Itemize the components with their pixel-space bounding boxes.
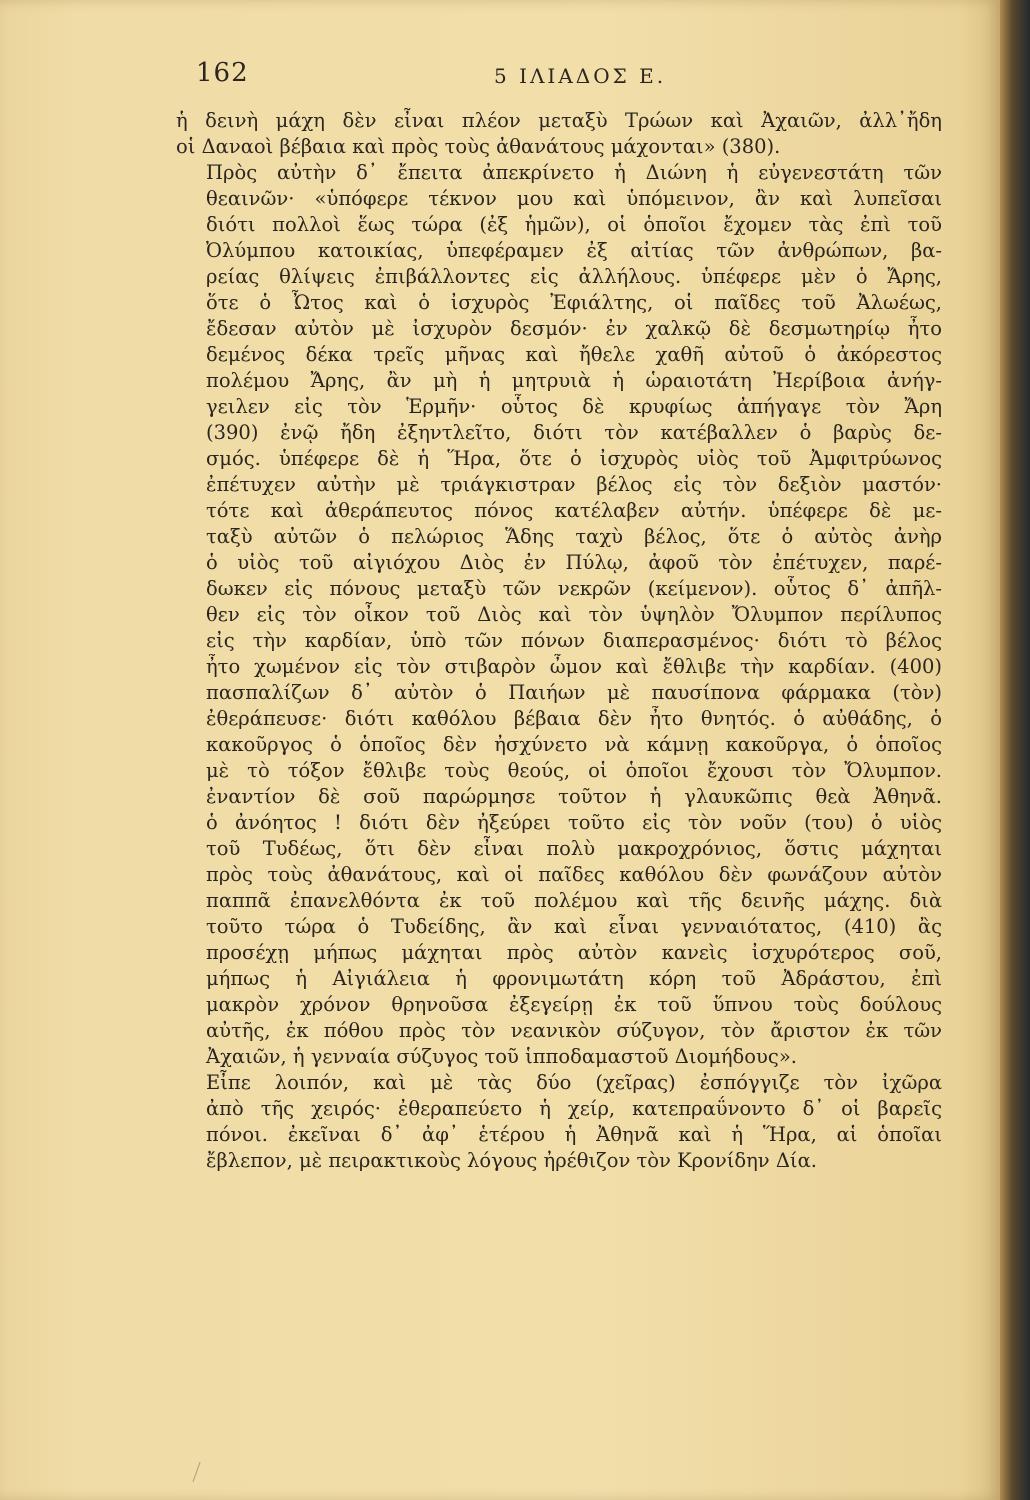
page-number: 162 <box>196 58 249 88</box>
text-line: πρὸς τοὺς ἀθανάτους, καὶ οἱ παῖδες καθόλου δὲν φωνάζουν αὐτὸν <box>206 863 942 886</box>
text-line: δεμένος δέκα τρεῖς μῆνας καὶ ἤθελε χαθῆ αὐτοῦ ὁ ἀκόρεστος <box>206 343 942 366</box>
paragraph <box>176 1070 942 1174</box>
text-line: ἀπὸ τῆς χειρός· ἐθεραπεύετο ἡ χείρ, κατεπραΰνοντο δ᾽ οἱ βαρεῖς <box>206 1097 942 1120</box>
text-line: μακρὸν χρόνον θρηνοῦσα ἐξεγείρῃ ἐκ τοῦ ὕπνου τοὺς δούλους <box>206 993 942 1016</box>
text-line: ὁ ἀνόητος ! διότι δὲν ἠξεύρει τοῦτο εἰς τὸν νοῦν (του) ὁ υἱὸς <box>206 811 942 834</box>
text-line: αὐτῆς, ἐκ πόθου πρὸς τὸν νεανικὸν σύζυγον, τὸν ἄριστον ἐκ τῶν <box>206 1019 942 1042</box>
text-line: τοῦτο τώρα ὁ Τυδείδης, ἂν καὶ εἶναι γενναιότατος, (410) ἂς <box>206 915 942 938</box>
text-line: τότε καὶ ἀθεράπευτος πόνος κατέλαβεν αὐτήν. ὑπέφερε δὲ με- <box>206 499 942 522</box>
body-text <box>176 108 942 1174</box>
text-line: παππᾶ ἐπανελθόντα ἐκ τοῦ πολέμου καὶ τῆς δεινῆς μάχης. διὰ <box>206 889 942 912</box>
text-line: ἔβλεπον, μὲ πειρακτικοὺς λόγους ἠρέθιζον τὸν Κρονίδην Δία. <box>206 1149 817 1172</box>
text-line: ρείας θλίψεις ἐπιβάλλοντες εἰς ἀλλήλους. ὑπέφερε μὲν ὁ Ἄρης, <box>206 265 942 288</box>
text-line: τοῦ Τυδέως, ὅτι δὲν εἶναι πολὺ μακροχρόνιος, ὅστις μάχηται <box>206 837 942 860</box>
text-line: ἦτο χωμένον εἰς τὸν στιβαρὸν ὦμον καὶ ἔθλιβε τὴν καρδίαν. (400) <box>206 655 942 678</box>
text-line: προσέχῃ μήπως μάχηται πρὸς αὐτὸν κανεὶς ἰσχυρότερος σοῦ, <box>206 941 942 964</box>
text-line: ἐπέτυχεν αὐτὴν μὲ τριάγκιστραν βέλος εἰς τὸν δεξιὸν μαστόν· <box>206 473 942 496</box>
text-line: Ὀλύμπου κατοικίας, ὑπεφέραμεν ἐξ αἰτίας τῶν ἀνθρώπων, βα- <box>206 239 942 262</box>
text-line: διότι πολλοὶ ἕως τώρα (ἐξ ἡμῶν), οἱ ὁποῖοι ἔχομεν τὰς ἐπὶ τοῦ <box>206 213 942 236</box>
text-line: ταξὺ αὐτῶν ὁ πελώριος Ἅδης ταχὺ βέλος, ὅτε ὁ αὐτὸς ἀνὴρ <box>206 525 942 548</box>
text-line: ὅτε ὁ Ὦτος καὶ ὁ ἰσχυρὸς Ἐφιάλτης, οἱ παῖδες τοῦ Ἀλωέως, <box>206 291 942 314</box>
text-line: οἱ Δαναοὶ βέβαια καὶ πρὸς τοὺς ἀθανάτους μάχονται» (380). <box>176 135 781 158</box>
running-head: 5 ΙΛΙΑΔΟΣ Ε. <box>494 64 667 88</box>
text-line: θεν εἰς τὸν οἶκον τοῦ Διὸς καὶ τὸν ὑψηλὸν Ὄλυμπον περίλυπος <box>206 603 942 626</box>
book-spine <box>1000 0 1030 1500</box>
text-line: Ἀχαιῶν, ἡ γενναία σύζυγος τοῦ ἱπποδαμαστοῦ Διομήδους». <box>206 1045 797 1068</box>
text-line: μήπως ἡ Αἰγιάλεια ἡ φρονιμωτάτη κόρη τοῦ Ἀδράστου, ἐπὶ <box>206 967 942 990</box>
text-line: ὁ υἱὸς τοῦ αἰγιόχου Διὸς ἐν Πύλῳ, ἀφοῦ τὸν ἐπέτυχεν, παρέ- <box>206 551 942 574</box>
text-line: ἔδεσαν αὐτὸν μὲ ἰσχυρὸν δεσμόν· ἐν χαλκῷ δὲ δεσμωτηρίῳ ἦτο <box>206 317 942 340</box>
text-line: Πρὸς αὐτὴν δ᾽ ἔπειτα ἀπεκρίνετο ἡ Διώνη ἡ εὐγενεστάτη τῶν <box>206 161 942 184</box>
text-line: γειλεν εἰς τὸν Ἑρμῆν· οὗτος δὲ κρυφίως ἀπήγαγε τὸν Ἄρη <box>206 395 942 418</box>
text-line: δωκεν εἰς πόνους μεταξὺ τῶν νεκρῶν (κείμενον). οὗτος δ᾽ ἀπῆλ- <box>206 577 942 600</box>
text-line: ἡ δεινὴ μάχη δὲν εἶναι πλέον μεταξὺ Τρώων καὶ Ἀχαιῶν, ἀλλ᾽ἤδη <box>176 109 942 132</box>
paragraph <box>176 108 942 160</box>
text-line: κακοῦργος ὁ ὁποῖος δὲν ἠσχύνετο νὰ κάμνῃ κακοῦργα, ὁ ὁποῖος <box>206 733 942 756</box>
text-line: πόνοι. ἐκεῖναι δ᾽ ἀφ᾽ ἑτέρου ἡ Ἀθηνᾶ καὶ ἡ Ἥρα, αἱ ὁποῖαι <box>206 1123 942 1146</box>
page-header <box>196 58 936 98</box>
text-line: (390) ἐνῷ ἤδη ἐξηντλεῖτο, διότι τὸν κατέβαλλεν ὁ βαρὺς δε- <box>206 421 942 444</box>
paragraph <box>176 160 942 1070</box>
text-line: ἐθεράπευσε· διότι καθόλου βέβαια δὲν ἦτο θνητός. ὁ αὐθάδης, ὁ <box>206 707 942 730</box>
text-line: εἰς τὴν καρδίαν, ὑπὸ τῶν πόνων διαπερασμένος· διότι τὸ βέλος <box>206 629 942 652</box>
text-line: Εἶπε λοιπόν, καὶ μὲ τὰς δύο (χεῖρας) ἐσπόγγιζε τὸν ἰχῶρα <box>206 1071 942 1094</box>
page-mark <box>192 1462 240 1482</box>
text-line: ἐναντίον δὲ σοῦ παρώρμησε τοῦτον ἡ γλαυκῶπις θεὰ Ἀθηνᾶ. <box>206 785 942 808</box>
text-line: σμός. ὑπέφερε δὲ ἡ Ἥρα, ὅτε ὁ ἰσχυρὸς υἱὸς τοῦ Ἀμφιτρύωνος <box>206 447 942 470</box>
text-line: πασπαλίζων δ᾽ αὐτὸν ὁ Παιήων μὲ παυσίπονα φάρμακα (τὸν) <box>206 681 942 704</box>
text-line: πολέμου Ἄρης, ἂν μὴ ἡ μητρυιὰ ἡ ὡραιοτάτη Ἠερίβοια ἀνήγ- <box>206 369 942 392</box>
text-line: μὲ τὸ τόξον ἔθλιβε τοὺς θεούς, οἱ ὁποῖοι ἔχουσι τὸν Ὄλυμπον. <box>206 759 942 782</box>
text-line: θεαινῶν· «ὑπόφερε τέκνον μου καὶ ὑπόμεινον, ἂν καὶ λυπεῖσαι <box>206 187 942 210</box>
